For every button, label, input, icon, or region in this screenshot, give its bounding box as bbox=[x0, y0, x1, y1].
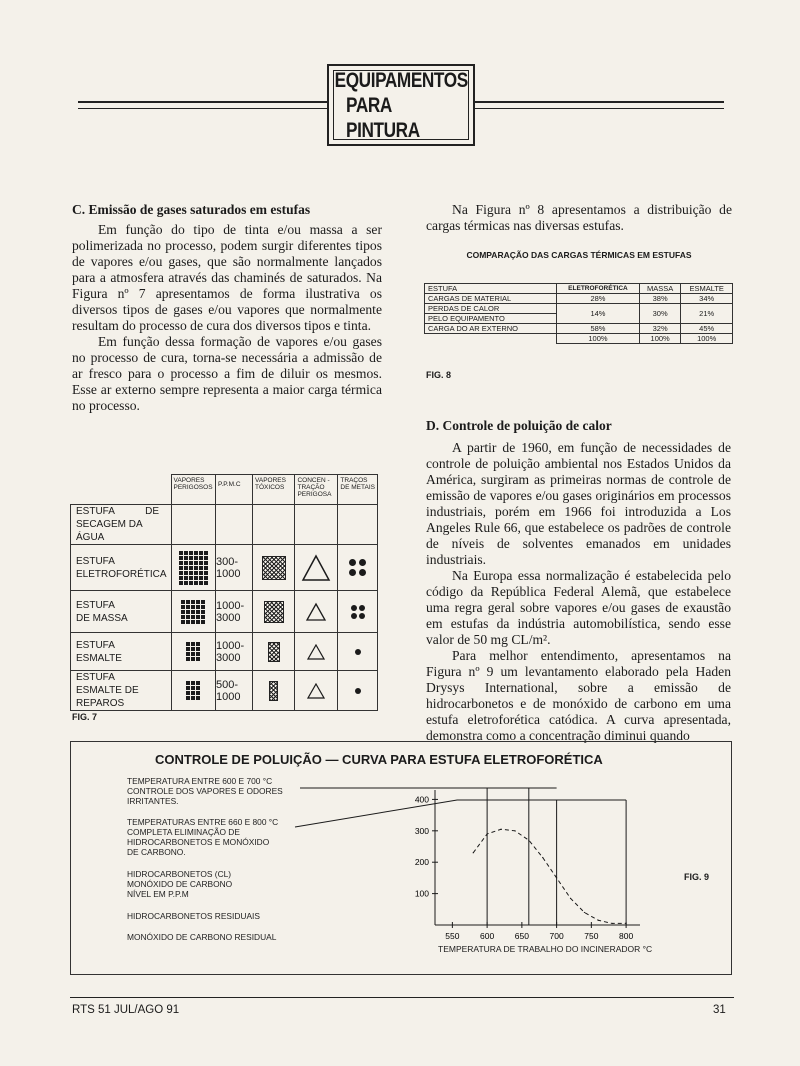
table-row-label-line2: ESMALTE bbox=[76, 652, 122, 664]
header-rule-left-bottom bbox=[78, 108, 327, 109]
table-row-label-line1: ESTUFA DE bbox=[76, 506, 160, 517]
data-point bbox=[514, 830, 515, 831]
fig9-xlabel: TEMPERATURA DE TRABALHO DO INCINERADOR °C bbox=[438, 944, 653, 954]
table-row bbox=[71, 633, 378, 671]
table-cell: 100% bbox=[681, 334, 733, 344]
x-tick-label: 750 bbox=[584, 931, 599, 941]
y-tick-label: 300 bbox=[414, 825, 429, 836]
table-header-cell: CONCEN - TRAÇÃO PERIGOSA bbox=[295, 475, 338, 505]
fig8-intro bbox=[426, 202, 732, 234]
metal-dots-icon bbox=[351, 605, 365, 619]
table-cell: 38% bbox=[639, 294, 680, 304]
toxic-hatch-icon bbox=[262, 556, 286, 580]
vapor-squares-icon bbox=[186, 681, 200, 700]
table-cell bbox=[338, 633, 378, 671]
metal-dots-icon bbox=[349, 559, 366, 576]
table-row bbox=[425, 284, 733, 294]
table-header-cell: VAPORES PERIGOSOS bbox=[171, 475, 215, 505]
header-rule-right-top bbox=[471, 101, 724, 103]
table-cell: 32% bbox=[639, 324, 680, 334]
fig9-label: CONTROLE DOS VAPORES E ODORES bbox=[127, 786, 283, 796]
header-rule-left-top bbox=[78, 101, 327, 103]
table-cell bbox=[338, 505, 378, 545]
section-c-body bbox=[72, 222, 382, 414]
table-cell bbox=[295, 633, 338, 671]
table-row-label-line2: DE MASSA bbox=[76, 612, 128, 624]
fig9-label: HIDROCARBONETOS RESIDUAIS bbox=[127, 911, 260, 921]
section-d-body bbox=[426, 440, 731, 744]
toxic-hatch-icon bbox=[264, 601, 284, 623]
fig9-axes bbox=[415, 790, 640, 941]
data-point bbox=[473, 852, 474, 853]
table-row-label bbox=[71, 505, 172, 545]
x-tick-label: 800 bbox=[619, 931, 634, 941]
table-row-label bbox=[71, 591, 172, 633]
metal-dot-icon bbox=[355, 649, 361, 655]
table-header-cell: TRAÇOS DE METAIS bbox=[338, 475, 378, 505]
table-row-label-line1: ESTUFA bbox=[76, 639, 115, 651]
ppm-value: 1000- bbox=[216, 599, 245, 612]
table-cell bbox=[171, 633, 215, 671]
fig9-label: COMPLETA ELIMINAÇÃO DE bbox=[127, 827, 240, 837]
table-row-label-line1: ESTUFA bbox=[76, 672, 115, 683]
fig9-title: CONTROLE DE POLUIÇÃO — CURVA PARA ESTUFA ELETROFORÉTICA bbox=[155, 752, 603, 767]
triangle-icon bbox=[301, 554, 331, 582]
ppm-value: 300- bbox=[216, 555, 239, 568]
section-c-paragraph-2: Em função dessa formação de vapores e/ou gases no processo de cura, torna-se necessária a admissão de ar fresco para o processo a fim de diluir os mesmos. Esse ar externo sempre representa a maior carga térmica no processo. bbox=[72, 334, 382, 413]
table-row-label-line1: ESTUFA bbox=[76, 599, 115, 611]
data-point bbox=[598, 920, 599, 921]
fig7-label: FIG. 7 bbox=[72, 712, 98, 722]
fig9-label: FIG. 9 bbox=[684, 872, 710, 882]
table-cell: 34% bbox=[681, 294, 733, 304]
table-row-label-line2: ELETROFORÉTICA bbox=[76, 568, 167, 580]
table-cell bbox=[253, 591, 295, 633]
triangle-icon bbox=[305, 602, 327, 622]
section-d-paragraph-3: Para melhor entendimento, apresentamos na Figura nº 9 um levantamento elaborado pela Haden Drysys International, sobre a emissão de hidrocarbonetos e de monóxido de carbono em uma estufa eletroforética catódica. A curva apresentada, demonstra como a concentração diminui quando bbox=[426, 648, 731, 743]
fig7-table bbox=[70, 474, 378, 711]
fig9-chart bbox=[80, 770, 720, 970]
table-row bbox=[425, 294, 733, 304]
table-cell bbox=[295, 591, 338, 633]
table-cell: PELO EQUIPAMENTO bbox=[425, 314, 557, 324]
fig9-label: TEMPERATURAS ENTRE 660 E 800 °C bbox=[127, 817, 279, 827]
vapor-squares-icon bbox=[181, 600, 205, 624]
fig9-label: MONÓXIDO DE CARBONO bbox=[127, 879, 233, 889]
data-point bbox=[528, 840, 529, 841]
fig9-label: HIDROCARBONETOS (CL) bbox=[127, 869, 232, 879]
section-c-heading: C. Emissão de gases saturados em estufas bbox=[72, 202, 311, 217]
table-row bbox=[71, 505, 378, 545]
fig9-label: TEMPERATURA ENTRE 600 E 700 °C bbox=[127, 776, 273, 786]
table-cell: CARGAS DE MATERIAL bbox=[425, 294, 557, 304]
table-row-label-line2: ESMALTE DE REPAROS bbox=[76, 685, 139, 709]
table-cell: 21% bbox=[681, 304, 733, 324]
ppm-value: 3000 bbox=[216, 651, 241, 664]
callout-line-660-800 bbox=[295, 800, 626, 827]
toxic-hatch-icon bbox=[268, 642, 280, 662]
table-cell bbox=[171, 505, 215, 545]
header-rule-right-bottom bbox=[471, 108, 724, 109]
x-tick-label: 600 bbox=[480, 931, 495, 941]
data-point bbox=[487, 833, 488, 834]
table-cell: 14% bbox=[557, 304, 640, 324]
table-header-cell: VAPORES TÓXICOS bbox=[253, 475, 295, 505]
fig8-label: FIG. 8 bbox=[426, 370, 452, 380]
fig9-label: NÍVEL EM P.P.M bbox=[127, 889, 189, 899]
ppm-value: 1000- bbox=[216, 639, 245, 652]
vapor-squares-icon bbox=[186, 642, 200, 661]
table-cell bbox=[253, 671, 295, 711]
table-row-label bbox=[71, 671, 172, 711]
fig9-label: DE CARBONO. bbox=[127, 847, 186, 857]
ppm-value: 3000 bbox=[216, 611, 241, 624]
table-cell bbox=[171, 545, 215, 591]
section-c-paragraph-1: Em função do tipo de tinta e/ou massa a ser polimerizada no processo, podem surgir diferentes tipos de vapores e/ou gases, que são normalmente lançados para a atmosfera através das chaminés de saturados. Na Figura nº 7 apresentamos de forma ilustrativa os diversos tipos de gases e/ou vapores que normalmente resultam do processo de cura dos diversos tipos e tinta. bbox=[72, 222, 382, 333]
triangle-icon bbox=[307, 644, 325, 660]
table-cell bbox=[338, 591, 378, 633]
table-row bbox=[71, 545, 378, 591]
fig8-table bbox=[424, 283, 733, 344]
table-row bbox=[425, 304, 733, 314]
table-cell bbox=[295, 545, 338, 591]
table-cell bbox=[295, 505, 338, 545]
toxic-hatch-icon bbox=[269, 681, 278, 701]
table-cell bbox=[253, 633, 295, 671]
y-tick-label: 400 bbox=[414, 794, 429, 805]
table-header-empty bbox=[71, 475, 172, 505]
table-cell bbox=[216, 505, 253, 545]
x-tick-label: 700 bbox=[549, 931, 564, 941]
table-header-cell: ESMALTE bbox=[681, 284, 733, 294]
table-cell bbox=[253, 545, 295, 591]
fig9-label: HIDROCARBONETOS E MONÓXIDO bbox=[127, 837, 270, 847]
table-cell bbox=[425, 334, 557, 344]
y-tick-label: 200 bbox=[414, 857, 429, 868]
table-row-label-line1: ESTUFA bbox=[76, 555, 115, 567]
section-d-paragraph-1: A partir de 1960, em função de necessidades de controle de poluição ambiental nos Estados Unidos da América, surgiram as primeiras normas de controle de emissão de vapores e/ou gases originários em processos industriais, porém em 1966 foi introduzida a Los Angeles Rule 66, que estabelece os padrões de controle de níveis de solventes emanados em unidades industriais. bbox=[426, 440, 731, 567]
table-row bbox=[71, 591, 378, 633]
x-tick-label: 550 bbox=[445, 931, 460, 941]
fig9-label: IRRITANTES. bbox=[127, 796, 179, 806]
table-cell bbox=[338, 545, 378, 591]
table-cell: CARGA DO AR EXTERNO bbox=[425, 324, 557, 334]
data-point bbox=[556, 877, 557, 878]
table-cell bbox=[171, 671, 215, 711]
table-cell bbox=[216, 671, 253, 711]
table-cell: 58% bbox=[557, 324, 640, 334]
table-cell: 45% bbox=[681, 324, 733, 334]
triangle-icon bbox=[307, 683, 325, 699]
table-cell bbox=[295, 671, 338, 711]
section-header-box bbox=[327, 64, 475, 146]
fig8-intro-text: Na Figura nº 8 apresentamos a distribuição de cargas térmicas nas diversas estufas. bbox=[426, 202, 732, 233]
table-cell: 100% bbox=[639, 334, 680, 344]
footer-rule bbox=[70, 997, 734, 998]
fig9-series bbox=[473, 829, 627, 924]
footer-issue: RTS 51 JUL/AGO 91 bbox=[72, 1004, 180, 1016]
table-row-label bbox=[71, 545, 172, 591]
table-row bbox=[425, 324, 733, 334]
table-row-label bbox=[71, 633, 172, 671]
x-tick-label: 650 bbox=[514, 931, 529, 941]
data-point bbox=[626, 923, 627, 924]
table-header-cell: ESTUFA bbox=[425, 284, 557, 294]
y-tick-label: 100 bbox=[414, 888, 429, 899]
table-cell: 28% bbox=[557, 294, 640, 304]
data-point bbox=[542, 857, 543, 858]
data-point bbox=[612, 923, 613, 924]
vapor-squares-icon bbox=[179, 551, 208, 585]
table-header-cell: ELETROFORÉTICA bbox=[557, 284, 640, 294]
metal-dot-icon bbox=[355, 688, 361, 694]
ppm-value: 1000 bbox=[216, 567, 241, 580]
table-cell bbox=[171, 591, 215, 633]
table-cell: PERDAS DE CALOR bbox=[425, 304, 557, 314]
table-cell: 100% bbox=[557, 334, 640, 344]
table-cell bbox=[216, 633, 253, 671]
table-row bbox=[425, 334, 733, 344]
table-cell: 30% bbox=[639, 304, 680, 324]
table-header-cell: MASSA bbox=[639, 284, 680, 294]
section-d-heading: D. Controle de poluição de calor bbox=[426, 418, 612, 433]
table-cell bbox=[216, 591, 253, 633]
data-point bbox=[570, 898, 571, 899]
ppm-value: 1000 bbox=[216, 690, 241, 703]
ppm-value: 500- bbox=[216, 678, 239, 691]
section-header-line2: PARA PINTURA bbox=[346, 93, 420, 142]
data-point bbox=[584, 912, 585, 913]
table-cell bbox=[253, 505, 295, 545]
table-cell bbox=[216, 545, 253, 591]
table-header-cell: P.P.M.C bbox=[216, 475, 253, 505]
section-header-line1: EQUIPAMENTOS bbox=[334, 68, 468, 92]
table-row bbox=[71, 475, 378, 505]
table-row bbox=[71, 671, 378, 711]
fig8-title: COMPARAÇÃO DAS CARGAS TÉRMICAS EM ESTUFAS bbox=[466, 250, 692, 260]
page-number: 31 bbox=[713, 1004, 726, 1016]
series-line-0 bbox=[473, 829, 626, 923]
data-point bbox=[500, 829, 501, 830]
section-d-paragraph-2: Na Europa essa normalização é estabelecida pelo código da República Federal Alemã, que estabelece uma regra geral sobre vapores e/ou gases de exaustão em estufas da indústria automobilística, sendo esse valor de 50 mg CL/m². bbox=[426, 568, 731, 647]
fig9-label: MONÓXIDO DE CARBONO RESIDUAL bbox=[127, 932, 277, 942]
table-row-label-line2: SECAGEM DA ÁGUA bbox=[76, 519, 143, 543]
table-cell bbox=[338, 671, 378, 711]
